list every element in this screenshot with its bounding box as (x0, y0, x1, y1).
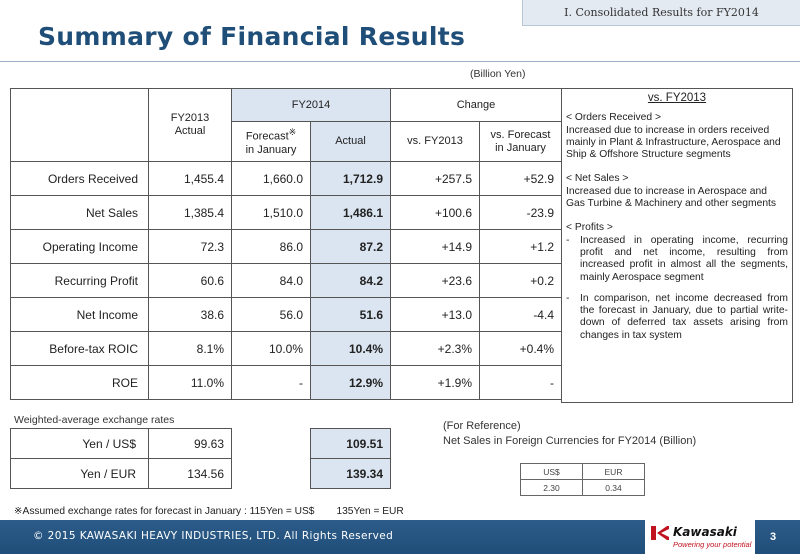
cell-forecast: 86.0 (232, 230, 311, 264)
cell-gap (232, 459, 311, 489)
header-actual: Actual (311, 122, 391, 162)
header-forecast-mark: ※ (288, 127, 297, 138)
financial-results-table (10, 88, 562, 400)
company-logo (645, 520, 755, 554)
title-divider (0, 61, 800, 62)
table-row (11, 230, 562, 264)
cell-usd: 2.30 (521, 480, 583, 496)
row-label: Operating Income (11, 230, 149, 264)
cell-actual: 87.2 (311, 230, 391, 264)
header-blank (11, 89, 149, 162)
cell-actual: 12.9% (311, 366, 391, 400)
row-label: Yen / EUR (11, 459, 149, 489)
table-row (11, 162, 562, 196)
bullet-dash: - (566, 292, 570, 304)
exchange-rate-table (10, 428, 391, 489)
logo-tagline: Powering your potential (673, 540, 752, 549)
cell-fy2013: 134.56 (149, 459, 232, 489)
reference-table (520, 463, 645, 496)
cell-actual: 109.51 (311, 429, 391, 459)
header-forecast (232, 122, 311, 162)
row-label: ROE (11, 366, 149, 400)
cell-fy2013: 38.6 (149, 298, 232, 332)
sales-comment (566, 173, 788, 210)
sales-comment-title: < Net Sales > (566, 173, 629, 185)
table-row (11, 429, 391, 459)
header-forecast-line2: in January (245, 143, 297, 156)
header-fy2013-line2: Actual (174, 125, 206, 137)
orders-comment-text: Increased due to increase in orders received mainly in Plant & Infrastructure, Aerospace and Ship & Offshore Structure segments (566, 124, 781, 161)
cell-fy2013: 99.63 (149, 429, 232, 459)
cell-fy2013: 8.1% (149, 332, 232, 366)
header-vs-forecast-line1: vs. Forecast (490, 128, 551, 141)
cell-vs-fy2013: +2.3% (391, 332, 480, 366)
cell-fy2013: 72.3 (149, 230, 232, 264)
cell-vs-fy2013: +13.0 (391, 298, 480, 332)
cell-vs-fy2013: +257.5 (391, 162, 480, 196)
row-label: Net Sales (11, 196, 149, 230)
profits-bullet-text: In comparison, net income decreased from the forecast in January, due to partial write-down of deferred tax assets arising from changes in tax system (580, 292, 788, 341)
cell-vs-fy2013: +23.6 (391, 264, 480, 298)
profits-comment (566, 222, 788, 342)
cell-actual: 84.2 (311, 264, 391, 298)
fx-footnote (14, 506, 404, 517)
sales-comment-text: Increased due to increase in Aerospace and Gas Turbine & Machinery and other segments (566, 185, 777, 210)
fx-footnote-usd: ※Assumed exchange rates for forecast in January : 115Yen = US$ (14, 506, 315, 517)
header-vs-forecast-line2: in January (495, 141, 546, 154)
commentary-heading: vs. FY2013 (647, 92, 707, 104)
header-change: Change (391, 89, 562, 122)
header-forecast-line1: Forecast (245, 130, 289, 143)
table-header-row (521, 464, 645, 480)
cell-fy2013: 60.6 (149, 264, 232, 298)
profits-bullet (566, 293, 788, 342)
row-label: Before-tax ROIC (11, 332, 149, 366)
cell-vs-fy2013: +1.9% (391, 366, 480, 400)
fx-footnote-eur: 135Yen = EUR (336, 506, 404, 517)
section-tag: I. Consolidated Results for FY2014 (522, 0, 800, 26)
orders-comment-title: < Orders Received > (566, 112, 662, 124)
cell-vs-forecast: +1.2 (480, 230, 562, 264)
header-fy2014: FY2014 (232, 89, 391, 122)
cell-actual: 51.6 (311, 298, 391, 332)
commentary-box (561, 88, 793, 403)
fx-label: Weighted-average exchange rates (14, 414, 175, 426)
reference-label: (For Reference) (443, 420, 521, 432)
unit-note: (Billion Yen) (470, 68, 526, 80)
row-label: Net Income (11, 298, 149, 332)
cell-actual: 139.34 (311, 459, 391, 489)
cell-vs-fy2013: +100.6 (391, 196, 480, 230)
cell-forecast: 10.0% (232, 332, 311, 366)
cell-forecast: 1,510.0 (232, 196, 311, 230)
table-row (11, 196, 562, 230)
header-fy2013-line1: FY2013 (170, 112, 210, 124)
table-row (521, 480, 645, 496)
cell-vs-forecast: +0.4% (480, 332, 562, 366)
cell-vs-forecast: +52.9 (480, 162, 562, 196)
cell-fy2013: 1,385.4 (149, 196, 232, 230)
cell-actual: 1,486.1 (311, 196, 391, 230)
cell-forecast: 56.0 (232, 298, 311, 332)
row-label: Yen / US$ (11, 429, 149, 459)
page-title: Summary of Financial Results (38, 22, 466, 51)
cell-fy2013: 1,455.4 (149, 162, 232, 196)
cell-gap (232, 429, 311, 459)
profits-bullet-text: Increased in operating income, recurring profit and net income, resulting from increased profit in almost all the segments, mainly Aerospace segment (580, 234, 788, 283)
table-row (11, 298, 562, 332)
page-number: 3 (770, 531, 777, 543)
cell-forecast: 84.0 (232, 264, 311, 298)
table-row (11, 366, 562, 400)
profits-comment-title: < Profits > (566, 222, 613, 234)
cell-forecast: - (232, 366, 311, 400)
cell-eur: 0.34 (583, 480, 645, 496)
cell-forecast: 1,660.0 (232, 162, 311, 196)
cell-actual: 10.4% (311, 332, 391, 366)
copyright-text: © 2015 KAWASAKI HEAVY INDUSTRIES, LTD. All Rights Reserved (33, 530, 394, 542)
cell-actual: 1,712.9 (311, 162, 391, 196)
header-vs-fy2013: vs. FY2013 (391, 122, 480, 162)
kawasaki-logo-icon (651, 526, 669, 540)
profits-bullet (566, 235, 788, 284)
reference-title: Net Sales in Foreign Currencies for FY2014 (Billion) (443, 435, 697, 447)
bullet-dash: - (566, 234, 570, 246)
cell-vs-forecast: +0.2 (480, 264, 562, 298)
table-row (11, 459, 391, 489)
table-header-row (11, 89, 562, 122)
row-label: Orders Received (11, 162, 149, 196)
table-row (11, 264, 562, 298)
table-row (11, 332, 562, 366)
row-label: Recurring Profit (11, 264, 149, 298)
header-eur: EUR (583, 464, 645, 480)
orders-comment (566, 112, 788, 161)
cell-vs-forecast: - (480, 366, 562, 400)
header-fy2013 (149, 89, 232, 162)
logo-name: Kawasaki (673, 525, 737, 539)
header-usd: US$ (521, 464, 583, 480)
cell-vs-forecast: -4.4 (480, 298, 562, 332)
header-vs-forecast (480, 122, 562, 162)
cell-fy2013: 11.0% (149, 366, 232, 400)
cell-vs-fy2013: +14.9 (391, 230, 480, 264)
cell-vs-forecast: -23.9 (480, 196, 562, 230)
